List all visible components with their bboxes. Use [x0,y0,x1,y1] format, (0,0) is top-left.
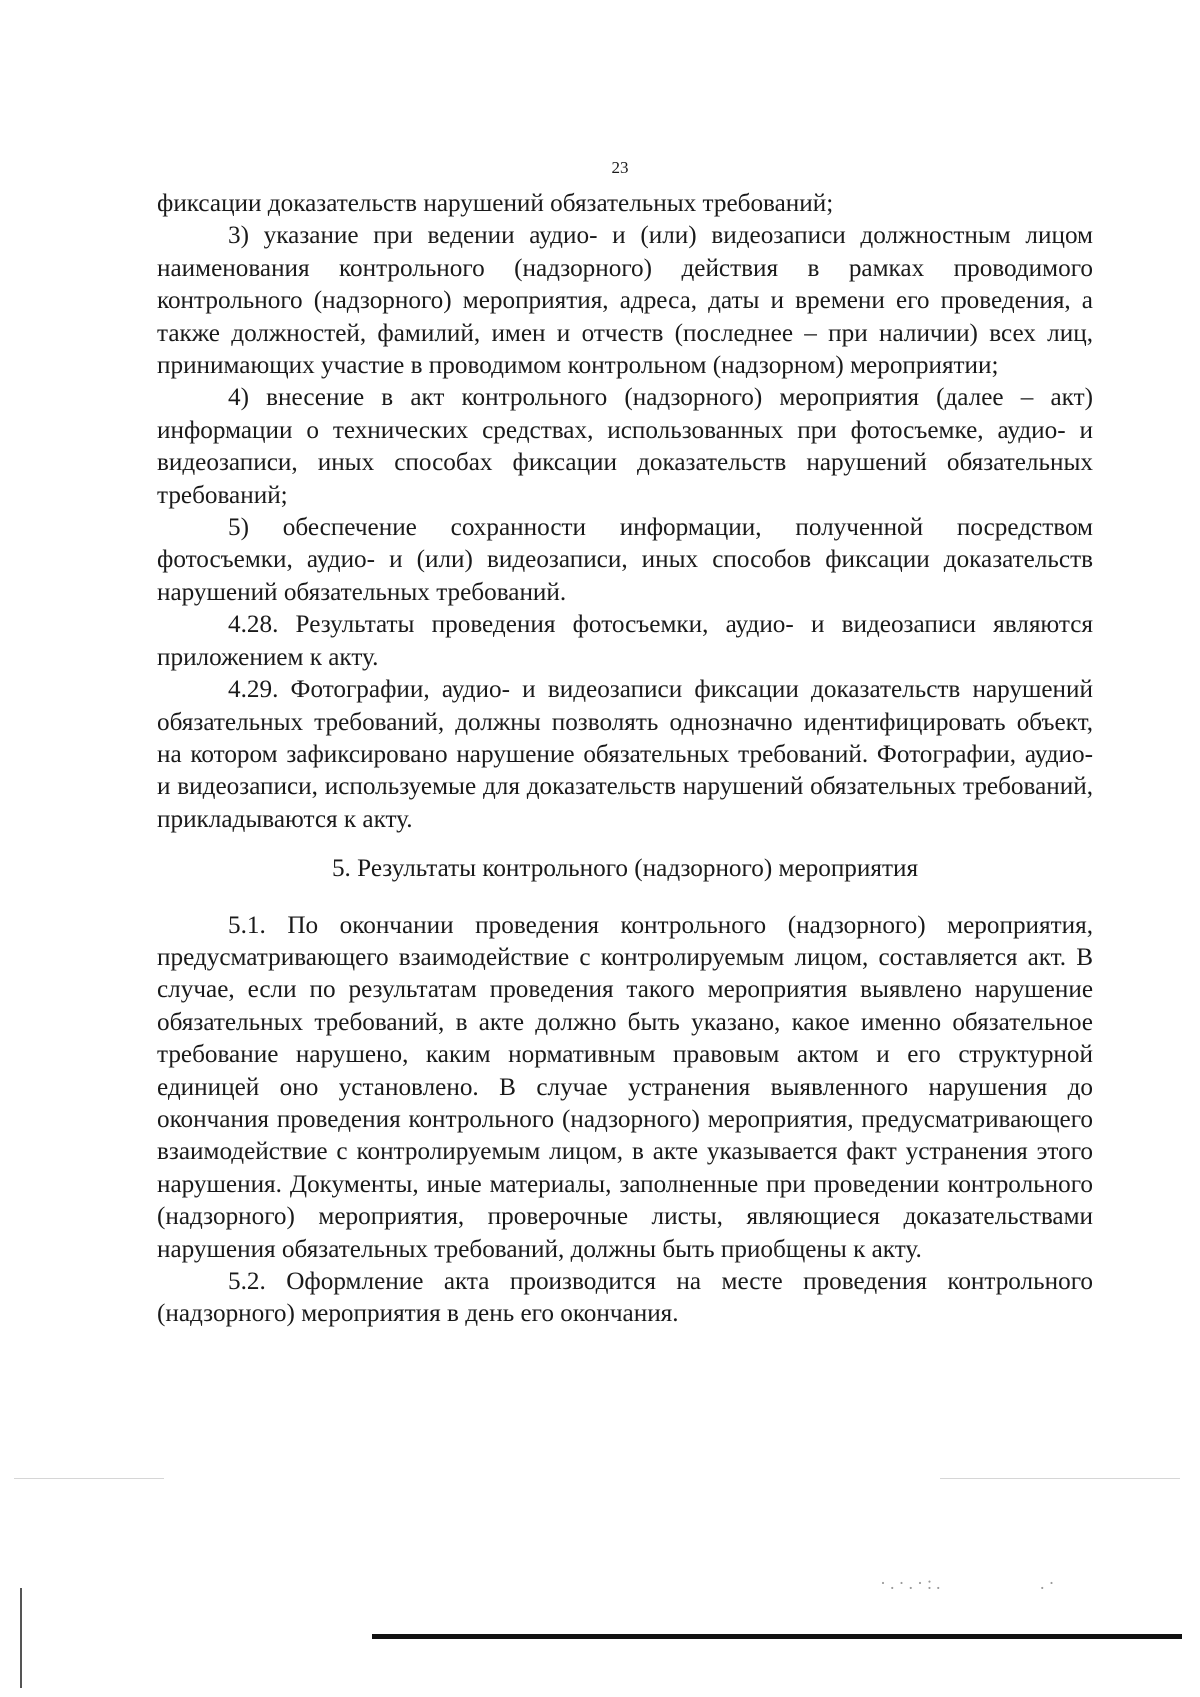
page-number: 23 [611,158,629,177]
paragraph-item-3: 3) указание при ведении аудио- и (или) видеозаписи должностным лицом наименования контрольного (надзорного) действия в рамках проводимого контрольного (надзорного) мероприятия, адреса, даты и времени его проведения, а также должностей, фамилий, имен и отчеств (последнее – при наличии) всех лиц, принимающих участие в проводимом контрольном (надзорном) мероприятии; [157,222,1093,380]
paragraph-item-5: 5) обеспечение сохранности информации, полученной посредством фотосъемки, аудио- и (или) видеозаписи, иных способов фиксации доказательств нарушений обязательных требований. [157,514,1093,606]
paragraph-item-4: 4) внесение в акт контрольного (надзорного) мероприятия (далее – акт) информации о технических средствах, использованных при фотосъемке, аудио- и видеозаписи, иных способах фиксации доказательств нарушений обязательных требований; [157,384,1093,509]
paragraph-4-28: 4.28. Результаты проведения фотосъемки, аудио- и видеозаписи являются приложением к акту. [157,611,1093,671]
scan-artifact-line [940,1478,1180,1479]
paragraph-5-1: 5.1. По окончании проведения контрольного (надзорного) мероприятия, предусматривающего взаимодействие с контролируемым лицом, составляется акт. В случае, если по результатам проведения такого мероприятия выявлено нарушение обязательных требований, в акте должно быть указано, какое именно обязательное требование нарушено, каким нормативным правовым актом и его структурной единицей оно установлено. В случае устранения выявленного нарушения до окончания проведения контрольного (надзорного) мероприятия, предусматривающего взаимодействие с контролируемым лицом, в акте указывается факт устранения этого нарушения. Документы, иные материалы, заполненные при проведении контрольного (надзорного) мероприятия, проверочные листы, являющиеся доказательствами нарушения обязательных требований, должны быть приобщены к акту. [157,911,1093,1263]
paragraph-continued: фиксации доказательств нарушений обязательных требований; [157,190,834,217]
document-body [157,188,1093,1331]
scan-noise: .· [1040,1573,1059,1593]
scan-artifact-line [14,1478,164,1479]
bottom-rule [372,1634,1182,1639]
paragraph-5-2: 5.2. Оформление акта производится на месте проведения контрольного (надзорного) мероприятия в день его окончания. [157,1268,1093,1328]
section-heading: 5. Результаты контрольного (надзорного) мероприятия [331,855,919,883]
scan-noise: ·.·.·:. [880,1573,945,1593]
scan-edge-mark [20,1588,22,1688]
paragraph-4-29: 4.29. Фотографии, аудио- и видеозаписи фиксации доказательств нарушений обязательных требований, должны позволять однозначно идентифицировать объект, на котором зафиксировано нарушение обязательных требований. Фотографии, аудио- и видеозаписи, используемые для доказательств нарушений обязательных требований, прикладываются к акту. [157,676,1093,833]
